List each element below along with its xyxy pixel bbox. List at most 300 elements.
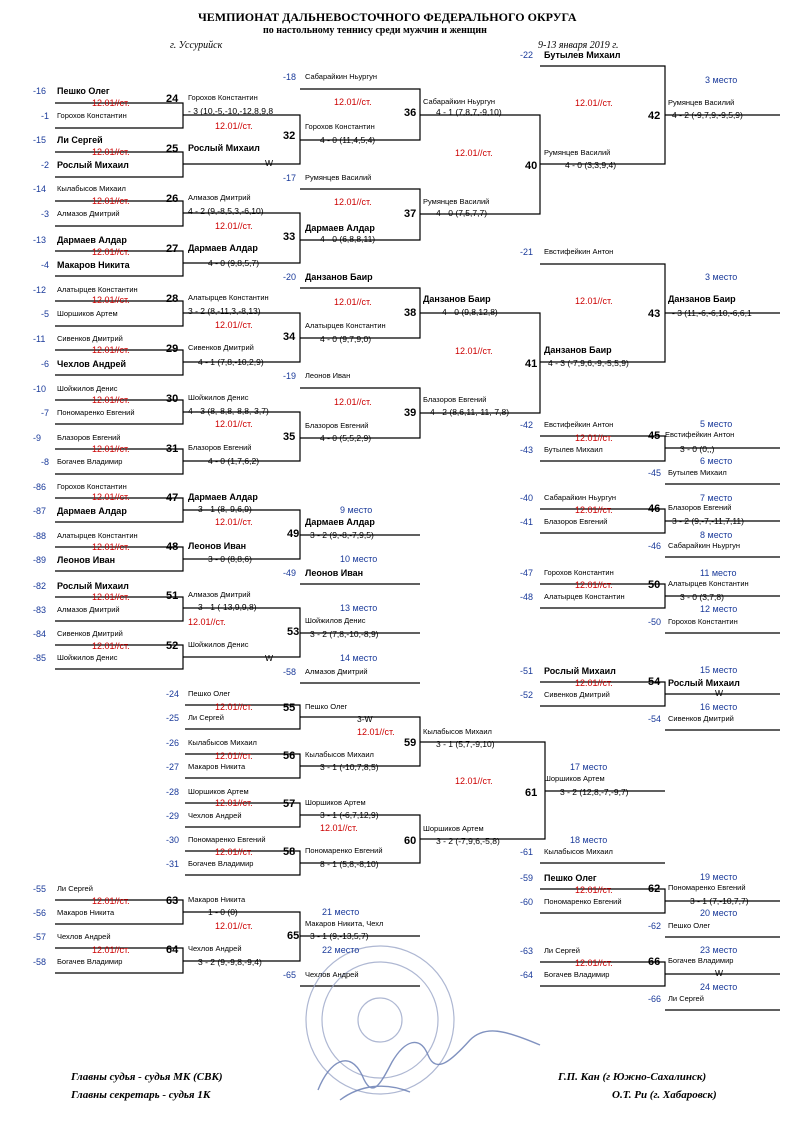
seed-number: -5 [41, 309, 50, 319]
seed-number: -42 [520, 420, 534, 430]
seed-number: -59 [520, 873, 534, 883]
seed-number: -56 [33, 908, 47, 918]
place-label: 3 место [705, 272, 738, 282]
player-name: Пешко Олег [305, 702, 348, 711]
player-name: Алмазов Дмитрий [188, 193, 251, 202]
match-number: 58 [283, 846, 296, 858]
match-number: 61 [525, 787, 538, 799]
player-name: Алмазов Дмитрий [57, 209, 120, 218]
match-score: 3 - 2 (9,-7,-11,7,11) [672, 516, 744, 526]
player-name: Румянцев Василий [305, 173, 372, 182]
seed-number: -18 [283, 72, 297, 82]
player-name: Алатырцев Константин [188, 293, 269, 302]
seed-number: -88 [33, 531, 47, 541]
player-name: Рослый Михаил [188, 143, 260, 153]
player-name: Кылабысов Михаил [305, 750, 374, 759]
seed-number: -13 [33, 235, 47, 245]
match-number: 55 [283, 702, 296, 714]
seed-number: -85 [33, 653, 47, 663]
player-name: Рослый Михаил [57, 581, 129, 591]
player-name: Сабарайкин Ньургун [305, 72, 377, 81]
seed-number: -60 [520, 897, 534, 907]
player-name: Макаров Никита [57, 908, 115, 917]
page-subtitle: по настольному теннису среди мужчин и женщин [263, 25, 487, 36]
player-name: Ли Сергей [57, 135, 103, 145]
match-date: 12.01//ст. [92, 542, 130, 552]
match-date: 12.01//ст. [455, 346, 493, 356]
player-name: Ли Сергей [668, 994, 704, 1003]
match-number: 40 [525, 160, 538, 172]
match-date: 12.01//ст. [92, 295, 130, 305]
seed-number: -14 [33, 184, 47, 194]
player-name: Блазоров Евгений [57, 433, 121, 442]
seed-number: -27 [166, 762, 180, 772]
player-name: Алмазов Дмитрий [57, 605, 120, 614]
match-date: 12.01//ст. [575, 505, 613, 515]
match-number: 57 [283, 798, 296, 810]
player-name: Бутылев Михаил [544, 50, 621, 60]
player-name: Румянцев Василий [423, 197, 490, 206]
match-number: 26 [166, 193, 179, 205]
seed-number: -50 [648, 617, 662, 627]
secretary-name: О.Т. Ри (г. Хабаровск) [612, 1089, 717, 1101]
match-date: 12.01//ст. [92, 345, 130, 355]
match-number: 31 [166, 443, 179, 455]
match-number: 65 [287, 930, 300, 942]
match-date: 12.01//ст. [92, 196, 130, 206]
player-name: Алмазов Дмитрий [305, 667, 368, 676]
seed-number: -58 [33, 957, 47, 967]
player-name: Сабарайкин Ньургун [544, 493, 616, 502]
player-name: Сивенков Дмитрий [668, 714, 734, 723]
seed-number: -61 [520, 847, 534, 857]
match-score: 1 - 0 (0) [208, 907, 238, 917]
seed-number: -1 [41, 111, 50, 121]
match-number: 24 [166, 93, 179, 105]
match-date: 12.01//ст. [215, 921, 253, 931]
seed-number: -7 [41, 408, 50, 418]
place-label: 3 место [705, 75, 738, 85]
match-number: 62 [648, 883, 661, 895]
match-number: 56 [283, 750, 296, 762]
match-date: 12.01//ст. [215, 798, 253, 808]
seed-number: -41 [520, 517, 534, 527]
player-name: Шойжилов Денис [188, 640, 249, 649]
match-score: 3 - 0 (8,8,6) [208, 554, 252, 564]
match-score: 3 - 1 (-10,7,8,5) [320, 762, 379, 772]
player-name: Макаров Никита [57, 260, 130, 270]
place-label: 14 место [340, 653, 378, 663]
seed-number: -11 [33, 334, 46, 344]
player-name: Леонов Иван [305, 568, 364, 578]
player-name: Горохов Константин [57, 482, 127, 491]
match-score: 4 - 2 (-9,7,9,-9,5,9) [672, 110, 743, 120]
match-date: 12.01//ст. [575, 433, 613, 443]
match-date: 12.01//ст. [92, 98, 130, 108]
seed-number: -21 [520, 247, 534, 257]
player-name: Шоршиков Артем [57, 309, 118, 318]
place-label: 10 место [340, 554, 378, 564]
player-name: Блазоров Евгений [668, 503, 732, 512]
player-name: Шойжилов Денис [57, 653, 118, 662]
match-score: 3 - 1 (7,-10,7,7) [690, 896, 749, 906]
player-name: Чехлов Андрей [305, 970, 359, 979]
player-name: Горохов Константин [544, 568, 614, 577]
place-label: 24 место [700, 982, 738, 992]
match-date: 12.01//ст. [215, 751, 253, 761]
player-name: Пономаренко Евгений [544, 897, 622, 906]
match-score: - 3 (10,-5,-10,-12,8,9,8 [188, 106, 274, 116]
match-date: 12.01//ст. [575, 98, 613, 108]
match-date: 12.01//ст. [215, 847, 253, 857]
match-score: 4 - 3 (8,-8,8,-8,8,-3,7) [188, 406, 269, 416]
player-name: Горохов Константин [57, 111, 127, 120]
player-name: Алатырцев Константин [305, 321, 386, 330]
place-label: 7 место [700, 493, 733, 503]
match-score: 8 - 1 (5,8,-8,10) [320, 859, 379, 869]
player-name: Данзанов Баир [305, 272, 373, 282]
seed-number: -8 [41, 457, 50, 467]
match-date: 12.01//ст. [575, 885, 613, 895]
place-label: 6 место [700, 456, 733, 466]
seed-number: -20 [283, 272, 297, 282]
player-name: Пономаренко Евгений [188, 835, 266, 844]
seed-number: -63 [520, 946, 534, 956]
player-name: Пешко Олег [544, 873, 597, 883]
match-date: 12.01//ст. [92, 492, 130, 502]
seed-number: -86 [33, 482, 47, 492]
match-score: 3 - 1 (-13,9,9,8) [198, 602, 257, 612]
seed-number: -30 [166, 835, 180, 845]
player-name: Кылабысов Михаил [423, 727, 492, 736]
player-name: Сивенков Дмитрий [188, 343, 254, 352]
seed-number: -58 [283, 667, 297, 677]
chief-judge-name: Г.П. Кан (г Южно-Сахалинск) [558, 1071, 707, 1083]
player-name: Сивенков Дмитрий [57, 334, 123, 343]
player-name: Горохов Константин [188, 93, 258, 102]
match-date: 12.01//ст. [320, 823, 358, 833]
match-score: 3 - 2 (9,-9,8,-9,4) [198, 957, 262, 967]
place-label: 22 место [322, 945, 360, 955]
match-score: 4 - 2 (8,6,11,-11,-7,8) [430, 407, 510, 417]
seed-number: -4 [41, 260, 50, 270]
match-date: 12.01//ст. [92, 147, 130, 157]
player-name: Макаров Никита [188, 895, 246, 904]
seed-number: -52 [520, 690, 534, 700]
player-name: Блазоров Евгений [423, 395, 487, 404]
match-number: 35 [283, 431, 296, 443]
place-label: 5 место [700, 419, 733, 429]
player-name: Дармаев Алдар [57, 506, 127, 516]
player-name: Сивенков Дмитрий [544, 690, 610, 699]
player-name: Дармаев Алдар [188, 243, 258, 253]
match-date: 12.01//ст. [455, 776, 493, 786]
seed-number: -6 [41, 359, 50, 369]
match-date: 12.01//ст. [92, 641, 130, 651]
seed-number: -3 [41, 209, 50, 219]
seed-number: -28 [166, 787, 180, 797]
player-name: Чехлов Андрей [57, 359, 127, 369]
player-name: Леонов Иван [305, 371, 351, 380]
seed-number: -31 [166, 859, 180, 869]
player-name: Чехлов Андрей [188, 944, 242, 953]
player-name: Данзанов Баир [544, 345, 612, 355]
player-name: Алатырцев Константин [668, 579, 749, 588]
match-score: W [715, 688, 724, 698]
match-number: 59 [404, 737, 417, 749]
place-label: 8 место [700, 530, 733, 540]
player-name: Пешко Олег [57, 86, 110, 96]
seed-number: -19 [283, 371, 297, 381]
player-name: Леонов Иван [57, 555, 116, 565]
seed-number: -48 [520, 592, 534, 602]
match-date: 12.01//ст. [334, 397, 372, 407]
match-number: 34 [283, 331, 296, 343]
player-name: Евстифейкин Антон [665, 430, 735, 439]
match-date: 12.01//ст. [455, 148, 493, 158]
seed-number: -24 [166, 689, 180, 699]
match-score: 3 - 1 (-6,7,12,9) [320, 810, 379, 820]
match-score: W [265, 158, 274, 168]
match-number: 53 [287, 626, 300, 638]
player-name: Чехлов Андрей [188, 811, 242, 820]
seed-number: -64 [520, 970, 534, 980]
player-name: Богачев Владимир [57, 957, 123, 966]
seed-number: -25 [166, 713, 180, 723]
player-name: Алатырцев Константин [57, 285, 138, 294]
match-score: 4 - 2 (9,-8,5,3,-6,10) [188, 206, 264, 216]
player-name: Дармаев Алдар [57, 235, 127, 245]
match-date: 12.01//ст. [215, 121, 253, 131]
match-number: 43 [648, 308, 661, 320]
player-name: Евстифейкин Антон [544, 247, 614, 256]
seed-number: -57 [33, 932, 47, 942]
player-name: Шоршиков Артем [423, 824, 484, 833]
match-score: 4 - 0 (5,5,2,9) [320, 433, 372, 443]
match-date: 12.01//ст. [188, 617, 226, 627]
seed-number: -43 [520, 445, 534, 455]
player-name: Евстифейкин Антон [544, 420, 614, 429]
player-name: Бутылев Михаил [668, 468, 727, 477]
match-score: 3 - 2 (7,8,-10,-8,9) [310, 629, 379, 639]
player-name: Румянцев Василий [668, 98, 735, 107]
match-score: 4 - 0 (11,4,5,4) [320, 135, 376, 145]
seed-number: -89 [33, 555, 47, 565]
match-number: 41 [525, 358, 538, 370]
match-number: 25 [166, 143, 179, 155]
player-name: Ли Сергей [544, 946, 580, 955]
match-date: 12.01//ст. [215, 221, 253, 231]
match-score: 3-W [357, 714, 373, 724]
match-number: 66 [648, 956, 661, 968]
player-name: Богачев Владимир [668, 956, 734, 965]
player-name: Сабарайкин Ньургун [423, 97, 495, 106]
player-name: Алатырцев Константин [57, 531, 138, 540]
player-name: Сабарайкин Ньургун [668, 541, 740, 550]
match-score: 4 - 0 (6,8,8,11) [320, 234, 376, 244]
place-label: 19 место [700, 872, 738, 882]
match-number: 37 [404, 208, 417, 220]
player-name: Макаров Никита, Чехл [305, 919, 384, 928]
player-name: Ли Сергей [57, 884, 93, 893]
match-number: 29 [166, 343, 179, 355]
match-number: 28 [166, 293, 179, 305]
seed-number: -87 [33, 506, 47, 516]
match-date: 12.01//ст. [92, 247, 130, 257]
venue-city: г. Уссурийск [170, 40, 223, 51]
match-number: 39 [404, 407, 417, 419]
match-number: 60 [404, 835, 417, 847]
place-label: 11 место [700, 568, 737, 578]
place-label: 13 место [340, 603, 378, 613]
match-score: W [265, 653, 274, 663]
player-name: Шоршиков Артем [188, 787, 249, 796]
player-name: Кылабысов Михаил [57, 184, 126, 193]
player-name: Дармаев Алдар [188, 492, 258, 502]
player-name: Алатырцев Константин [544, 592, 625, 601]
match-date: 12.01//ст. [215, 419, 253, 429]
seed-number: -65 [283, 970, 297, 980]
match-score: 3 - 2 (-7,9,6,-5,8) [436, 836, 500, 846]
match-number: 38 [404, 307, 417, 319]
seed-number: -83 [33, 605, 47, 615]
seed-number: -22 [520, 50, 534, 60]
seed-number: -15 [33, 135, 47, 145]
match-date: 12.01//ст. [575, 678, 613, 688]
player-name: Пономаренко Евгений [57, 408, 135, 417]
match-date: 12.01//ст. [575, 958, 613, 968]
seed-number: -45 [648, 468, 662, 478]
player-name: Горохов Константин [668, 617, 738, 626]
seed-number: -17 [283, 173, 297, 183]
seed-number: -29 [166, 811, 180, 821]
match-date: 12.01//ст. [92, 896, 130, 906]
player-name: Макаров Никита [188, 762, 246, 771]
match-date: 12.01//ст. [357, 727, 395, 737]
player-name: Шойжилов Денис [188, 393, 249, 402]
player-name: Рослый Михаил [57, 160, 129, 170]
seed-number: -66 [648, 994, 662, 1004]
match-number: 51 [166, 590, 179, 602]
match-date: 12.01//ст. [334, 97, 372, 107]
match-number: 30 [166, 393, 179, 405]
seed-number: -47 [520, 568, 534, 578]
place-label: 20 место [700, 908, 738, 918]
seed-number: -10 [33, 384, 47, 394]
player-name: Данзанов Баир [423, 294, 491, 304]
match-date: 12.01//ст. [575, 580, 613, 590]
page-title: ЧЕМПИОНАТ ДАЛЬНЕВОСТОЧНОГО ФЕДЕРАЛЬНОГО ОКРУГА [198, 10, 577, 24]
player-name: Дармаев Алдар [305, 223, 375, 233]
seed-number: -46 [648, 541, 662, 551]
match-number: 63 [166, 895, 179, 907]
player-name: Богачев Владимир [188, 859, 254, 868]
place-label: 12 место [700, 604, 738, 614]
match-score: 3 - 2 (8,-11,3,-8,13) [188, 306, 261, 316]
match-score: 3 - 2 (9,-8,-7,9,5) [310, 530, 374, 540]
match-date: 12.01//ст. [92, 444, 130, 454]
player-name: Сивенков Дмитрий [57, 629, 123, 638]
match-score: 3 - 1 (5,7,-9,10) [436, 739, 495, 749]
seed-number: -49 [283, 568, 297, 578]
player-name: Пономаренко Евгений [668, 883, 746, 892]
match-score: W [715, 968, 724, 978]
match-score: 3 - 2 (12,8,-7,-9,7) [560, 787, 629, 797]
seed-number: -54 [648, 714, 662, 724]
secretary-label: Главны секретарь - судья 1К [71, 1089, 211, 1101]
seed-number: -51 [520, 666, 534, 676]
match-number: 46 [648, 503, 661, 515]
match-number: 27 [166, 243, 179, 255]
player-name: Алмазов Дмитрий [188, 590, 251, 599]
seed-number: -84 [33, 629, 47, 639]
player-name: Ли Сергей [188, 713, 224, 722]
seed-number: -2 [41, 160, 50, 170]
match-number: 54 [648, 676, 661, 688]
place-label: 18 место [570, 835, 608, 845]
player-name: Пономаренко Евгений [305, 846, 383, 855]
player-name: Блазоров Евгений [188, 443, 252, 452]
match-date: 12.01//ст. [92, 592, 130, 602]
player-name: Блазоров Евгений [544, 517, 608, 526]
player-name: Шойжилов Денис [57, 384, 118, 393]
match-score: 4 - 3 (-7,9,6,-9,-5,5,9) [548, 358, 629, 368]
player-name: Румянцев Василий [544, 148, 611, 157]
player-name: Шоршиков Артем [544, 774, 605, 783]
player-name: Пешко Олег [188, 689, 231, 698]
player-name: Рослый Михаил [668, 678, 740, 688]
place-label: 9 место [340, 505, 373, 515]
player-name: Горохов Константин [305, 122, 375, 131]
match-score: 4 - 0 (9,7,9,0) [320, 334, 372, 344]
place-label: 16 место [700, 702, 738, 712]
seed-number: -82 [33, 581, 47, 591]
event-dates: 9-13 января 2019 г. [538, 40, 619, 51]
match-score: 3 - 0 (0,,) [680, 444, 715, 454]
match-score: 4 - 0 (1,7,6,2) [208, 456, 260, 466]
player-name: Богачев Владимир [57, 457, 123, 466]
match-number: 64 [166, 944, 179, 956]
match-score: 4 - 0 (3,3,9,4) [565, 160, 617, 170]
place-label: 15 место [700, 665, 738, 675]
match-number: 48 [166, 541, 179, 553]
seed-number: -16 [33, 86, 47, 96]
place-label: 23 место [700, 945, 738, 955]
match-score: 4 - 0 (7,5,7,7) [436, 208, 488, 218]
player-name: Рослый Михаил [544, 666, 616, 676]
match-number: 50 [648, 579, 661, 591]
match-date: 12.01//ст. [215, 320, 253, 330]
seed-number: -26 [166, 738, 180, 748]
match-score: 3 - 1 (9,-13,5,7) [310, 931, 369, 941]
player-name: Блазоров Евгений [305, 421, 369, 430]
match-date: 12.01//ст. [215, 702, 253, 712]
chief-judge-label: Главны судья - судья МК (СВК) [71, 1071, 223, 1083]
player-name: Данзанов Баир [668, 294, 736, 304]
seed-number: -9 [33, 433, 42, 443]
match-score: 4 - 1 (7,8,-10,2,9) [198, 357, 264, 367]
match-date: 12.01//ст. [215, 517, 253, 527]
match-number: 47 [166, 492, 179, 504]
player-name: Пешко Олег [668, 921, 711, 930]
match-number: 52 [166, 640, 179, 652]
place-label: 17 место [570, 762, 608, 772]
player-name: Бутылев Михаил [544, 445, 603, 454]
player-name: Кылабысов Михаил [544, 847, 613, 856]
match-date: 12.01//ст. [92, 945, 130, 955]
match-number: 33 [283, 231, 296, 243]
seed-number: -12 [33, 285, 47, 295]
